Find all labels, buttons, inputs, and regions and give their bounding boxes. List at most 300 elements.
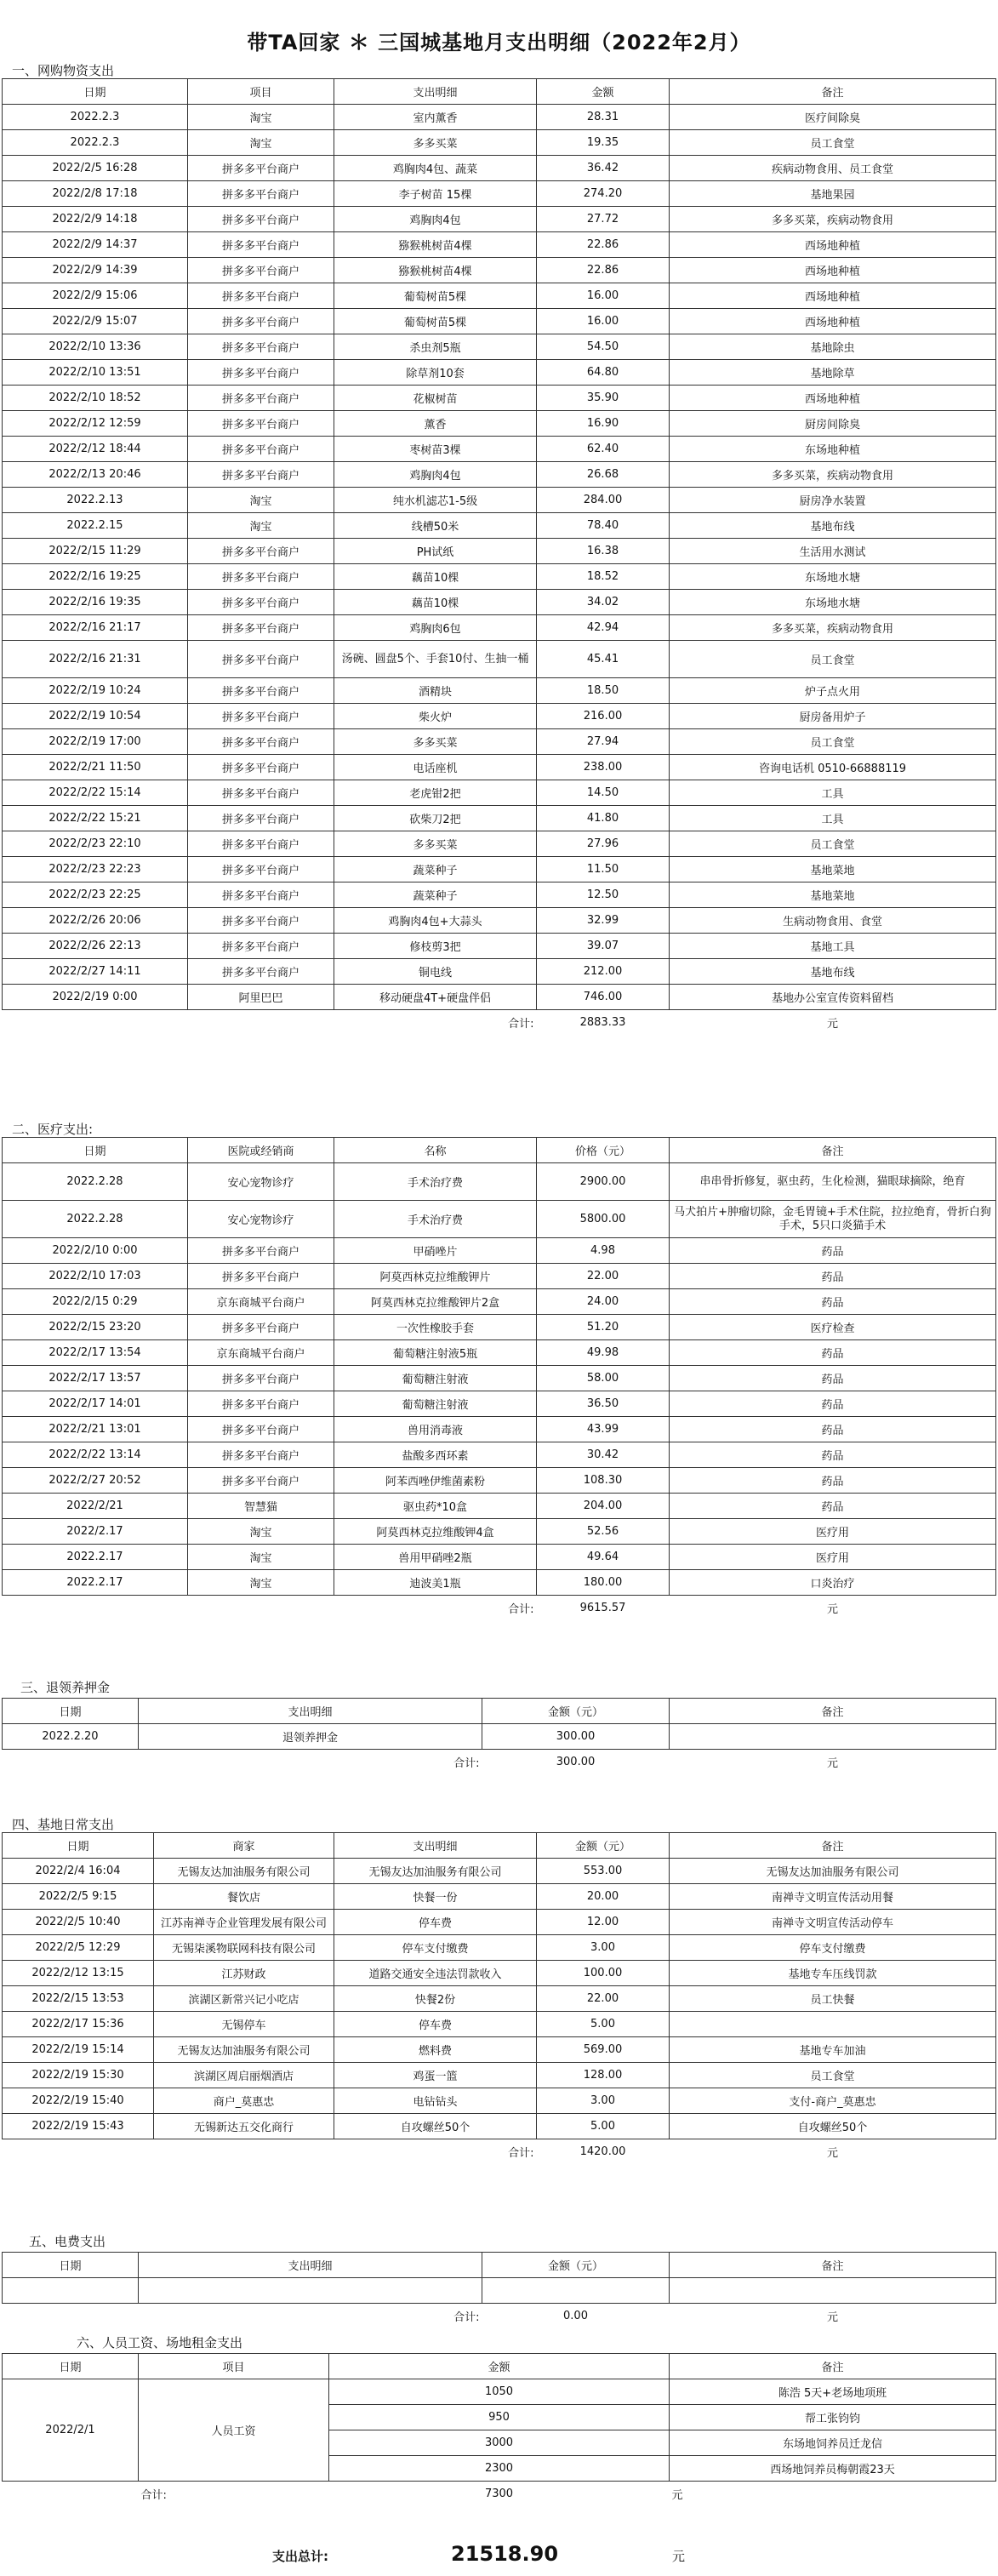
table-cell: 45.41 bbox=[537, 641, 670, 678]
table-cell: 杀虫剂5瓶 bbox=[334, 334, 537, 360]
table-row bbox=[3, 309, 996, 334]
table-cell: 葡萄糖注射液 bbox=[334, 1391, 537, 1417]
table-header-row bbox=[3, 1833, 996, 1859]
table-cell: 2022/2/10 17:03 bbox=[3, 1264, 188, 1289]
table-cell: 16.38 bbox=[537, 539, 670, 564]
table-cell: 2022/2/9 14:18 bbox=[3, 207, 188, 232]
table-row bbox=[3, 1289, 996, 1315]
table-cell: 基地专车压线罚款 bbox=[670, 1961, 996, 1986]
header-cell: 备注 bbox=[670, 2253, 996, 2278]
total-label: 合计: bbox=[508, 2147, 534, 2161]
header-cell: 金额（元） bbox=[482, 2253, 670, 2278]
table-cell: 27.96 bbox=[537, 831, 670, 857]
table-cell: 2022/2/10 13:51 bbox=[3, 360, 188, 386]
total-row bbox=[3, 2482, 996, 2507]
table-cell: 拼多多平台商户 bbox=[188, 360, 334, 386]
table-row bbox=[3, 386, 996, 411]
table-cell: 拼多多平台商户 bbox=[188, 704, 334, 729]
table-row bbox=[3, 1859, 996, 1884]
table-cell: 180.00 bbox=[537, 1570, 670, 1596]
table-cell: 2900.00 bbox=[537, 1163, 670, 1201]
table-cell: 拼多多平台商户 bbox=[188, 156, 334, 181]
table-cell: 多多买菜，疾病动物食用 bbox=[670, 615, 996, 641]
total-unit: 元 bbox=[826, 2311, 838, 2325]
electricity-table bbox=[2, 2252, 996, 2329]
table-cell: 拼多多平台商户 bbox=[188, 1366, 334, 1391]
table-row bbox=[3, 678, 996, 704]
table-cell: 京东商城平台商户 bbox=[188, 1289, 334, 1315]
total-label: 合计: bbox=[508, 1018, 534, 1031]
header-cell: 日期 bbox=[3, 79, 188, 105]
table-row bbox=[3, 2114, 996, 2139]
table-cell: 驱虫药*10盒 bbox=[334, 1494, 537, 1519]
table-cell: 基地工具 bbox=[670, 934, 996, 959]
table-cell: 2022/2/21 13:01 bbox=[3, 1417, 188, 1442]
table-cell bbox=[3, 2278, 139, 2304]
table-cell: 216.00 bbox=[537, 704, 670, 729]
table-cell: 2022/2/22 13:14 bbox=[3, 1442, 188, 1468]
daily-expenses-table bbox=[2, 1832, 996, 2165]
table-row bbox=[3, 564, 996, 590]
wage-item-cell: 人员工资 bbox=[139, 2379, 329, 2482]
table-cell: 11.50 bbox=[537, 857, 670, 882]
table-row bbox=[3, 1201, 996, 1238]
table-cell: 49.64 bbox=[537, 1545, 670, 1570]
table-cell bbox=[3, 2304, 139, 2329]
table-cell: 厨房备用炉子 bbox=[670, 704, 996, 729]
header-cell: 日期 bbox=[3, 2253, 139, 2278]
table-row bbox=[3, 156, 996, 181]
table-cell: 20.00 bbox=[537, 1884, 670, 1910]
table-cell: 工具 bbox=[670, 780, 996, 806]
table-cell bbox=[3, 1596, 188, 1621]
table-cell: 2022/2/26 22:13 bbox=[3, 934, 188, 959]
total-label: 合计: bbox=[453, 2311, 480, 2325]
header-cell: 项目 bbox=[139, 2354, 329, 2379]
table-cell: 4.98 bbox=[537, 1238, 670, 1264]
table-cell: 拼多多平台商户 bbox=[188, 755, 334, 780]
table-cell bbox=[670, 2278, 996, 2304]
table-cell: 拼多多平台商户 bbox=[188, 1315, 334, 1340]
table-cell: 12.50 bbox=[537, 882, 670, 908]
table-row bbox=[3, 780, 996, 806]
table-row bbox=[3, 232, 996, 258]
table-cell: 拼多多平台商户 bbox=[188, 283, 334, 309]
table-cell: 300.00 bbox=[482, 1724, 670, 1750]
table-cell: 铜电线 bbox=[334, 959, 537, 985]
table-row bbox=[3, 2012, 996, 2037]
table-cell: 西场地种植 bbox=[670, 386, 996, 411]
table-cell: 2022/2/26 20:06 bbox=[3, 908, 188, 934]
table-cell bbox=[3, 2139, 154, 2165]
table-cell: 2022/2/15 13:53 bbox=[3, 1986, 154, 2012]
header-cell: 商家 bbox=[154, 1833, 334, 1859]
table-cell: 鸡蛋一篮 bbox=[334, 2063, 537, 2088]
deposit-refund-table bbox=[2, 1698, 996, 1775]
grand-total-value: 21518.90 bbox=[451, 2542, 559, 2566]
table-cell: 204.00 bbox=[537, 1494, 670, 1519]
header-cell: 备注 bbox=[670, 1138, 996, 1163]
table-cell: 鸡胸肉4包 bbox=[334, 462, 537, 488]
table-cell: PH试纸 bbox=[334, 539, 537, 564]
header-cell: 金额（元） bbox=[482, 1699, 670, 1724]
table-cell: 22.86 bbox=[537, 232, 670, 258]
header-cell: 备注 bbox=[670, 79, 996, 105]
table-row bbox=[3, 1986, 996, 2012]
table-cell: 无锡友达加油服务有限公司 bbox=[670, 1859, 996, 1884]
table-cell: 16.00 bbox=[537, 283, 670, 309]
table-cell: 药品 bbox=[670, 1238, 996, 1264]
table-cell: 鸡胸肉6包 bbox=[334, 615, 537, 641]
table-cell: 淘宝 bbox=[188, 513, 334, 539]
table-cell: 2022/2/13 20:46 bbox=[3, 462, 188, 488]
table-cell: 274.20 bbox=[537, 181, 670, 207]
table-cell bbox=[139, 2278, 482, 2304]
table-cell: 2022/2/23 22:10 bbox=[3, 831, 188, 857]
table-cell: 安心宠物诊疗 bbox=[188, 1201, 334, 1238]
table-cell: 41.80 bbox=[537, 806, 670, 831]
table-cell bbox=[188, 1596, 334, 1621]
table-cell: 16.00 bbox=[537, 309, 670, 334]
table-row bbox=[3, 1417, 996, 1442]
table-row bbox=[3, 806, 996, 831]
table-row bbox=[3, 1935, 996, 1961]
total-unit: 元 bbox=[826, 1757, 838, 1771]
table-cell: 2022.2.28 bbox=[3, 1163, 188, 1201]
table-cell: 药品 bbox=[670, 1468, 996, 1494]
table-cell: 284.00 bbox=[537, 488, 670, 513]
table-cell: 基地菜地 bbox=[670, 882, 996, 908]
table-cell: 拼多多平台商户 bbox=[188, 729, 334, 755]
table-cell: 19.35 bbox=[537, 130, 670, 156]
table-cell: 基地除草 bbox=[670, 360, 996, 386]
table-cell: 药品 bbox=[670, 1264, 996, 1289]
table-row bbox=[3, 1494, 996, 1519]
table-cell: 2022/2/23 22:25 bbox=[3, 882, 188, 908]
table-cell: 2022.2.3 bbox=[3, 105, 188, 130]
table-cell: 2022/2/22 15:21 bbox=[3, 806, 188, 831]
table-cell: 拼多多平台商户 bbox=[188, 564, 334, 590]
table-cell: 拼多多平台商户 bbox=[188, 309, 334, 334]
table-cell: 阿莫西林克拉维酸钾4盒 bbox=[334, 1519, 537, 1545]
table-cell: 多多买菜 bbox=[334, 729, 537, 755]
table-cell: 2022/2/16 19:25 bbox=[3, 564, 188, 590]
table-cell: 药品 bbox=[670, 1391, 996, 1417]
header-cell: 日期 bbox=[3, 1138, 188, 1163]
table-cell: 医疗检查 bbox=[670, 1315, 996, 1340]
section-wages-rent-label: 六、人员工资、场地租金支出 bbox=[77, 2335, 243, 2350]
table-cell: 快餐一份 bbox=[334, 1884, 537, 1910]
table-cell: 569.00 bbox=[537, 2037, 670, 2063]
table-cell bbox=[670, 1724, 996, 1750]
header-cell: 价格（元） bbox=[537, 1138, 670, 1163]
table-row bbox=[3, 2278, 996, 2304]
table-cell: 安心宠物诊疗 bbox=[188, 1163, 334, 1201]
table-cell: 多多买菜，疾病动物食用 bbox=[670, 207, 996, 232]
table-cell: 2022/2/16 19:35 bbox=[3, 590, 188, 615]
table-cell: 553.00 bbox=[537, 1859, 670, 1884]
table-cell: 拼多多平台商户 bbox=[188, 857, 334, 882]
table-cell: 拼多多平台商户 bbox=[188, 1442, 334, 1468]
table-row bbox=[3, 462, 996, 488]
header-cell: 日期 bbox=[3, 2354, 139, 2379]
table-cell: 生活用水测试 bbox=[670, 539, 996, 564]
table-cell: 药品 bbox=[670, 1442, 996, 1468]
table-cell: 员工食堂 bbox=[670, 2063, 996, 2088]
table-cell: 手术治疗费 bbox=[334, 1163, 537, 1201]
table-cell: 京东商城平台商户 bbox=[188, 1340, 334, 1366]
table-cell: 西场地种植 bbox=[670, 309, 996, 334]
section-daily-expenses-label: 四、基地日常支出 bbox=[12, 1817, 115, 1832]
table-cell: 厨房间除臭 bbox=[670, 411, 996, 437]
table-row bbox=[3, 615, 996, 641]
table-cell: 江苏南禅寺企业管理发展有限公司 bbox=[154, 1910, 334, 1935]
table-row bbox=[3, 1264, 996, 1289]
table-cell: 2022/2/17 13:54 bbox=[3, 1340, 188, 1366]
table-row bbox=[3, 1238, 996, 1264]
table-cell: 马犬拍片+肿瘤切除，金毛胃镜+手术住院，拉拉绝育，骨折白狗手术，5只口炎猫手术 bbox=[670, 1201, 996, 1238]
table-row bbox=[3, 882, 996, 908]
grand-total bbox=[0, 2540, 998, 2569]
table-cell: 停车支付缴费 bbox=[670, 1935, 996, 1961]
table-cell: 128.00 bbox=[537, 2063, 670, 2088]
table-cell: 无锡柒溪物联网科技有限公司 bbox=[154, 1935, 334, 1961]
table-cell: 智慧猫 bbox=[188, 1494, 334, 1519]
header-cell: 金额 bbox=[537, 79, 670, 105]
table-cell: 2022/2/5 12:29 bbox=[3, 1935, 154, 1961]
table-cell: 2022/2/22 15:14 bbox=[3, 780, 188, 806]
header-cell: 支出明细 bbox=[334, 1833, 537, 1859]
table-cell: 蔬菜种子 bbox=[334, 882, 537, 908]
total-value: 1420.00 bbox=[579, 2145, 626, 2159]
table-cell: 砍柴刀2把 bbox=[334, 806, 537, 831]
table-cell: 修枝剪3把 bbox=[334, 934, 537, 959]
table-cell: 阿莫西林克拉维酸钾片2盒 bbox=[334, 1289, 537, 1315]
table-cell: 2022/2/27 20:52 bbox=[3, 1468, 188, 1494]
total-label: 合计: bbox=[140, 2489, 167, 2503]
table-cell: 5800.00 bbox=[537, 1201, 670, 1238]
table-cell: 无锡友达加油服务有限公司 bbox=[154, 1859, 334, 1884]
total-label: 合计: bbox=[508, 1603, 534, 1617]
table-cell: 24.00 bbox=[537, 1289, 670, 1315]
table-cell: 自攻螺丝50个 bbox=[670, 2114, 996, 2139]
table-row bbox=[3, 1366, 996, 1391]
table-cell: 猕猴桃树苗4棵 bbox=[334, 232, 537, 258]
table-cell: 2022/2/5 10:40 bbox=[3, 1910, 154, 1935]
table-cell: 拼多多平台商户 bbox=[188, 959, 334, 985]
table-cell: 薰香 bbox=[334, 411, 537, 437]
table-cell: 212.00 bbox=[537, 959, 670, 985]
table-cell bbox=[3, 1010, 188, 1036]
table-cell: 电钻钻头 bbox=[334, 2088, 537, 2114]
table-cell: 2022/2/12 12:59 bbox=[3, 411, 188, 437]
table-cell: 酒精块 bbox=[334, 678, 537, 704]
table-cell: 串串骨折修复，驱虫药，生化检测，猫眼球摘除，绝育 bbox=[670, 1163, 996, 1201]
table-cell: 燃料费 bbox=[334, 2037, 537, 2063]
table-row bbox=[3, 258, 996, 283]
table-row bbox=[3, 1442, 996, 1468]
table-cell: 2022.2.17 bbox=[3, 1570, 188, 1596]
table-cell: 拼多多平台商户 bbox=[188, 411, 334, 437]
table-cell: 18.50 bbox=[537, 678, 670, 704]
table-row bbox=[3, 1315, 996, 1340]
table-cell: 汤碗、圆盘5个、手套10付、生抽一桶 bbox=[334, 641, 537, 678]
total-value: 2883.33 bbox=[579, 1016, 626, 1030]
table-cell bbox=[3, 1750, 139, 1775]
table-row bbox=[3, 181, 996, 207]
table-cell: 27.72 bbox=[537, 207, 670, 232]
table-cell: 42.94 bbox=[537, 615, 670, 641]
table-row bbox=[3, 985, 996, 1010]
table-cell: 员工食堂 bbox=[670, 130, 996, 156]
table-cell: 鸡胸肉4包+大蒜头 bbox=[334, 908, 537, 934]
table-cell: 快餐2份 bbox=[334, 1986, 537, 2012]
wage-note-cell: 帮工张钧钧 bbox=[670, 2405, 996, 2430]
table-cell: 2022.2.15 bbox=[3, 513, 188, 539]
table-cell: 藕苗10棵 bbox=[334, 590, 537, 615]
table-cell: 3.00 bbox=[537, 1935, 670, 1961]
table-row bbox=[3, 1163, 996, 1201]
table-row bbox=[3, 105, 996, 130]
total-unit: 元 bbox=[826, 1018, 838, 1031]
table-cell: 鸡胸肉4包 bbox=[334, 207, 537, 232]
table-cell: 58.00 bbox=[537, 1366, 670, 1391]
table-cell: 拼多多平台商户 bbox=[188, 1238, 334, 1264]
table-cell: 药品 bbox=[670, 1340, 996, 1366]
table-cell: 拼多多平台商户 bbox=[188, 934, 334, 959]
header-cell: 项目 bbox=[188, 79, 334, 105]
table-cell: 2022/2/9 14:37 bbox=[3, 232, 188, 258]
total-row bbox=[3, 1596, 996, 1621]
table-row bbox=[3, 857, 996, 882]
header-cell: 医院或经销商 bbox=[188, 1138, 334, 1163]
table-row bbox=[3, 2037, 996, 2063]
table-cell: 药品 bbox=[670, 1417, 996, 1442]
grand-total-unit: 元 bbox=[672, 2549, 686, 2564]
table-cell: 拼多多平台商户 bbox=[188, 590, 334, 615]
table-header-row bbox=[3, 79, 996, 105]
table-row bbox=[3, 704, 996, 729]
table-cell: 支付-商户_莫惠忠 bbox=[670, 2088, 996, 2114]
table-cell: 2022/2/19 10:24 bbox=[3, 678, 188, 704]
table-row bbox=[3, 831, 996, 857]
table-cell: 除草剂10套 bbox=[334, 360, 537, 386]
total-value: 9615.57 bbox=[579, 1602, 626, 1615]
table-cell: 64.80 bbox=[537, 360, 670, 386]
table-cell: 线槽50米 bbox=[334, 513, 537, 539]
table-cell: 疾病动物食用、员工食堂 bbox=[670, 156, 996, 181]
page-title: 带TA回家 ＊ 三国城基地月支出明细（2022年2月） bbox=[247, 31, 751, 54]
table-row bbox=[3, 1961, 996, 1986]
total-value: 7300 bbox=[484, 2487, 514, 2501]
table-cell: 室内薰香 bbox=[334, 105, 537, 130]
table-cell: 猕猴桃树苗4棵 bbox=[334, 258, 537, 283]
table-cell: 拼多多平台商户 bbox=[188, 615, 334, 641]
table-cell: 拼多多平台商户 bbox=[188, 207, 334, 232]
table-cell: 拼多多平台商户 bbox=[188, 334, 334, 360]
medical-table bbox=[2, 1137, 996, 1621]
table-cell: 花椒树苗 bbox=[334, 386, 537, 411]
table-cell: 拼多多平台商户 bbox=[188, 1264, 334, 1289]
table-cell: 兽用消毒液 bbox=[334, 1417, 537, 1442]
total-row bbox=[3, 1750, 996, 1775]
table-cell: 基地专车加油 bbox=[670, 2037, 996, 2063]
wage-amount-cell: 3000 bbox=[329, 2430, 670, 2456]
table-cell: 基地布线 bbox=[670, 959, 996, 985]
table-cell: 2022/2/12 18:44 bbox=[3, 437, 188, 462]
table-cell: 阿苯西唑伊维菌素粉 bbox=[334, 1468, 537, 1494]
table-cell: 拼多多平台商户 bbox=[188, 1417, 334, 1442]
table-cell: 2022/2/17 14:01 bbox=[3, 1391, 188, 1417]
table-cell: 2022/2/19 10:54 bbox=[3, 704, 188, 729]
table-cell: 炉子点火用 bbox=[670, 678, 996, 704]
table-cell: 停车支付缴费 bbox=[334, 1935, 537, 1961]
table-cell: 员工食堂 bbox=[670, 641, 996, 678]
table-cell: 西场地种植 bbox=[670, 283, 996, 309]
table-cell: 2022/2/10 0:00 bbox=[3, 1238, 188, 1264]
table-cell: 2022/2.17 bbox=[3, 1519, 188, 1545]
table-cell: 22.86 bbox=[537, 258, 670, 283]
table-cell: 拼多多平台商户 bbox=[188, 908, 334, 934]
table-cell: 拼多多平台商户 bbox=[188, 641, 334, 678]
total-row bbox=[3, 2304, 996, 2329]
table-cell: 无锡友达加油服务有限公司 bbox=[334, 1859, 537, 1884]
table-cell: 2022/2/9 15:06 bbox=[3, 283, 188, 309]
table-cell: 32.99 bbox=[537, 908, 670, 934]
table-cell: 葡萄糖注射液5瓶 bbox=[334, 1340, 537, 1366]
wage-note-cell: 陈浩 5天+老场地项班 bbox=[670, 2379, 996, 2405]
total-row bbox=[3, 1010, 996, 1036]
table-cell: 2022.2.3 bbox=[3, 130, 188, 156]
table-cell: 江苏财政 bbox=[154, 1961, 334, 1986]
table-cell: 51.20 bbox=[537, 1315, 670, 1340]
table-cell: 葡萄树苗5棵 bbox=[334, 309, 537, 334]
table-cell: 27.94 bbox=[537, 729, 670, 755]
table-row bbox=[3, 207, 996, 232]
grand-total-label: 支出总计: bbox=[272, 2549, 328, 2564]
table-cell: 18.52 bbox=[537, 564, 670, 590]
header-cell: 支出明细 bbox=[139, 2253, 482, 2278]
table-row bbox=[3, 1545, 996, 1570]
table-cell: 淘宝 bbox=[188, 105, 334, 130]
table-cell: 2022/2/19 15:30 bbox=[3, 2063, 154, 2088]
table-cell: 拼多多平台商户 bbox=[188, 1391, 334, 1417]
table-cell: 2022/2/8 17:18 bbox=[3, 181, 188, 207]
table-cell: 拼多多平台商户 bbox=[188, 181, 334, 207]
table-cell: 淘宝 bbox=[188, 488, 334, 513]
table-cell: 医疗间除臭 bbox=[670, 105, 996, 130]
table-cell: 100.00 bbox=[537, 1961, 670, 1986]
table-cell: 52.56 bbox=[537, 1519, 670, 1545]
table-cell: 东场地水塘 bbox=[670, 564, 996, 590]
table-row bbox=[3, 908, 996, 934]
wage-date-cell: 2022/2/1 bbox=[3, 2379, 139, 2482]
table-cell: 南禅寺文明宣传活动停车 bbox=[670, 1910, 996, 1935]
table-cell: 淘宝 bbox=[188, 1570, 334, 1596]
table-row bbox=[3, 934, 996, 959]
header-cell: 日期 bbox=[3, 1699, 139, 1724]
table-row bbox=[3, 1724, 996, 1750]
table-cell: 43.99 bbox=[537, 1417, 670, 1442]
table-cell: 2022/2/10 13:36 bbox=[3, 334, 188, 360]
table-cell: 26.68 bbox=[537, 462, 670, 488]
table-cell: 拼多多平台商户 bbox=[188, 462, 334, 488]
table-cell: 盐酸多西环素 bbox=[334, 1442, 537, 1468]
table-row bbox=[3, 411, 996, 437]
table-cell: 餐饮店 bbox=[154, 1884, 334, 1910]
table-cell: 员工食堂 bbox=[670, 729, 996, 755]
table-cell: 14.50 bbox=[537, 780, 670, 806]
